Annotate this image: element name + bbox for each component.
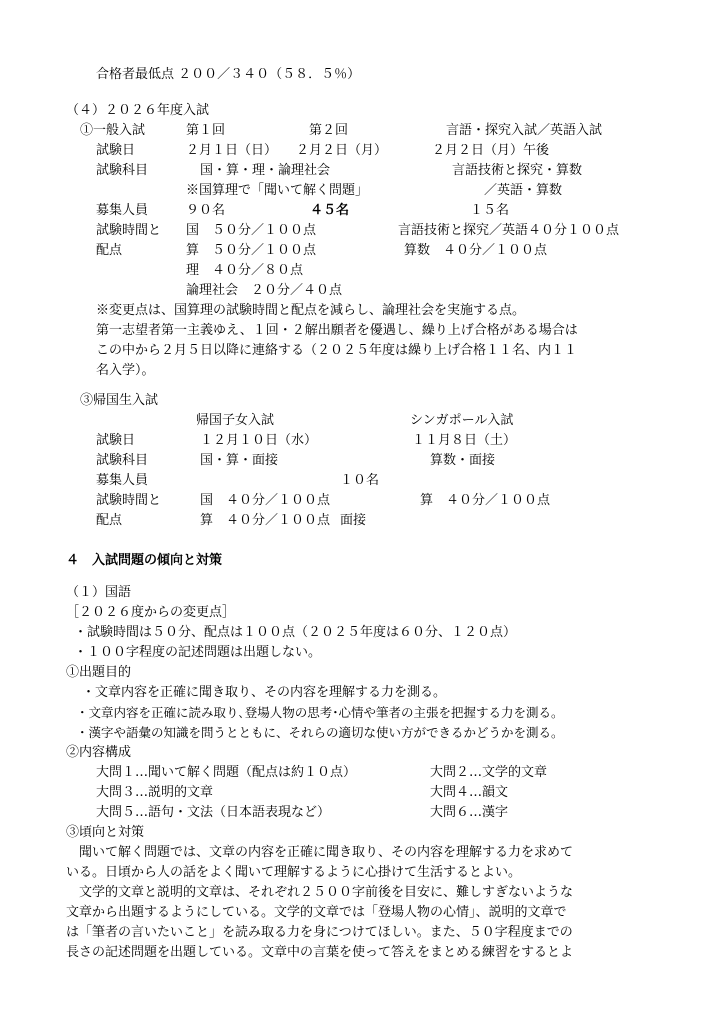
trends-section-heading: ４ 入試問題の傾向と対策 <box>66 553 223 568</box>
general-time-sansu: 算 ５０分／１００点 <box>186 243 317 258</box>
general-col-3: 言語・探究入試／英語入試 <box>446 123 603 138</box>
passing-score-line: 合格者最低点 ２００／３４０（５８．５％） <box>96 67 361 82</box>
kokugo-trend-line: いる。日頃から人の話をよく聞いて理解するように心掛けて生活するとよい。 <box>66 865 522 880</box>
general-paragraph-line: 第一志望者第一主義ゆえ、１回・２解出願者を優遇し、繰り上げ合格がある場合は <box>96 323 578 338</box>
general-capacity-3: １５名 <box>470 203 510 218</box>
general-date-label: 試験日 <box>96 143 136 158</box>
general-time-label: 試験時間と <box>96 223 162 238</box>
general-change-note: ※変更点は、国算理の試験時間と配点を減らし、論理社会を実施する点。 <box>96 303 526 318</box>
kokugo-purpose-heading: ①出題目的 <box>66 665 132 680</box>
general-exam-label: ①一般入試 <box>80 123 146 138</box>
general-subjects-12: 国・算・理・論理社会 <box>200 163 331 178</box>
returnee-capacity: １０名 <box>340 473 380 488</box>
returnee-time-label: 試験時間と <box>96 493 162 508</box>
kokugo-purpose-item: ・漢字や語彙の知識を問うとともに、それらの適切な使い方ができるかどうかを測る。 <box>76 725 564 740</box>
kokugo-trend-line: 文学的文章と説明的文章は、それぞれ２５００字前後を目安に、難しすぎないような <box>66 885 574 900</box>
general-time-language: 言語技術と探究／英語４０分１００点 <box>398 223 620 238</box>
returnee-date-2: １１月８日（土） <box>412 433 517 448</box>
kokugo-trend-line: 聞いて解く問題では、文章の内容を正確に聞き取り、その内容を理解する力を求めて <box>66 845 574 860</box>
general-date-2: ２月２日（月） <box>296 143 388 158</box>
section-2026-heading: （４）２０２６年度入試 <box>66 103 210 118</box>
returnee-capacity-label: 募集人員 <box>96 473 149 488</box>
general-col-1: 第１回 <box>186 123 226 138</box>
general-date-3: ２月２日（月）午後 <box>432 143 550 158</box>
general-capacity-1: ９０名 <box>186 203 226 218</box>
general-time-rika: 理 ４０分／８０点 <box>186 263 304 278</box>
returnee-date-1: １２月１０日（水） <box>200 433 318 448</box>
kokugo-trend-line: 文章から出題するようにしている。文学的文章では「登場人物の心情」、説明的文章で <box>66 905 567 920</box>
general-listening-note: ※国算理で「聞いて解く問題」 <box>186 183 369 198</box>
general-date-1: ２月１日（日） <box>186 143 278 158</box>
general-time-ronri: 論理社会 ２０分／４０点 <box>186 283 343 298</box>
kokugo-trend-heading: ③頃向と対策 <box>66 825 145 840</box>
returnee-date-label: 試験日 <box>96 433 136 448</box>
returnee-time-kokugo: 国 ４０分／１００点 <box>200 493 331 508</box>
returnee-subject-label: 試験科目 <box>96 453 149 468</box>
kokugo-change-item: ・１００字程度の記述問題は出題しない。 <box>74 645 322 660</box>
general-capacity-2: ４５名 <box>310 203 350 218</box>
structure-left: 大問５…語句・文法（日本語表現など） <box>96 805 331 820</box>
returnee-col-1: 帰国子女入試 <box>196 413 275 428</box>
structure-right: 大問４…韻文 <box>430 785 509 800</box>
returnee-subjects-1: 国・算・面接 <box>200 453 279 468</box>
general-subjects-3: 言語技術と探究・算数 <box>452 163 583 178</box>
general-time-kokugo: 国 ５０分／１００点 <box>186 223 317 238</box>
kokugo-trend-line: は「筆者の言いたいこと」を読み取る力を身につけてほしい。また、５０字程度までの <box>66 925 573 940</box>
returnee-exam-label: ③帰国生入試 <box>80 393 159 408</box>
kokugo-purpose-item: ・文章内容を正確に聞き取り、その内容を理解する力を測る。 <box>82 685 447 700</box>
kokugo-purpose-item: ・文章内容を正確に読み取り､登場人物の思考･心情や筆者の主張を把握する力を測る。 <box>76 705 564 720</box>
general-paragraph-line: 名入学）。 <box>96 363 155 378</box>
general-col-2: 第２回 <box>309 123 349 138</box>
returnee-interview: 面接 <box>340 513 367 528</box>
structure-left: 大問３…説明的文章 <box>96 785 214 800</box>
returnee-time-sansu: 算 ４０分／１００点 <box>200 513 331 528</box>
general-subject-label: 試験科目 <box>96 163 149 178</box>
general-subjects-3b: ／英語・算数 <box>484 183 563 198</box>
kokugo-changes-heading: ［２０２６度からの変更点］ <box>66 605 236 620</box>
returnee-points-label: 配点 <box>96 513 123 528</box>
returnee-time-singapore: 算 ４０分／１００点 <box>420 493 551 508</box>
structure-right: 大問２…文学的文章 <box>430 765 548 780</box>
general-points-label: 配点 <box>96 243 123 258</box>
kokugo-structure-heading: ②内容構成 <box>66 745 132 760</box>
returnee-subjects-2: 算数・面接 <box>430 453 496 468</box>
general-time-math3: 算数 ４０分／１００点 <box>404 243 548 258</box>
kokugo-change-item: ・試験時間は５０分、配点は１００点（２０２５年度は６０分、１２０点） <box>74 625 517 640</box>
returnee-col-2: シンガポール入試 <box>410 413 514 428</box>
general-capacity-label: 募集人員 <box>96 203 149 218</box>
kokugo-heading: （１）国語 <box>66 585 132 600</box>
general-paragraph-line: この中から２月５日以降に連絡する（２０２５年度は繰り上げ合格１１名、内１１ <box>96 343 578 358</box>
structure-right: 大問６…漢字 <box>430 805 509 820</box>
kokugo-trend-line: 長さの記述問題を出題している。文章中の言葉を使って答えをまとめる練習をするとよ <box>66 945 574 960</box>
structure-left: 大問１…聞いて解く問題（配点は約１０点） <box>96 765 357 780</box>
